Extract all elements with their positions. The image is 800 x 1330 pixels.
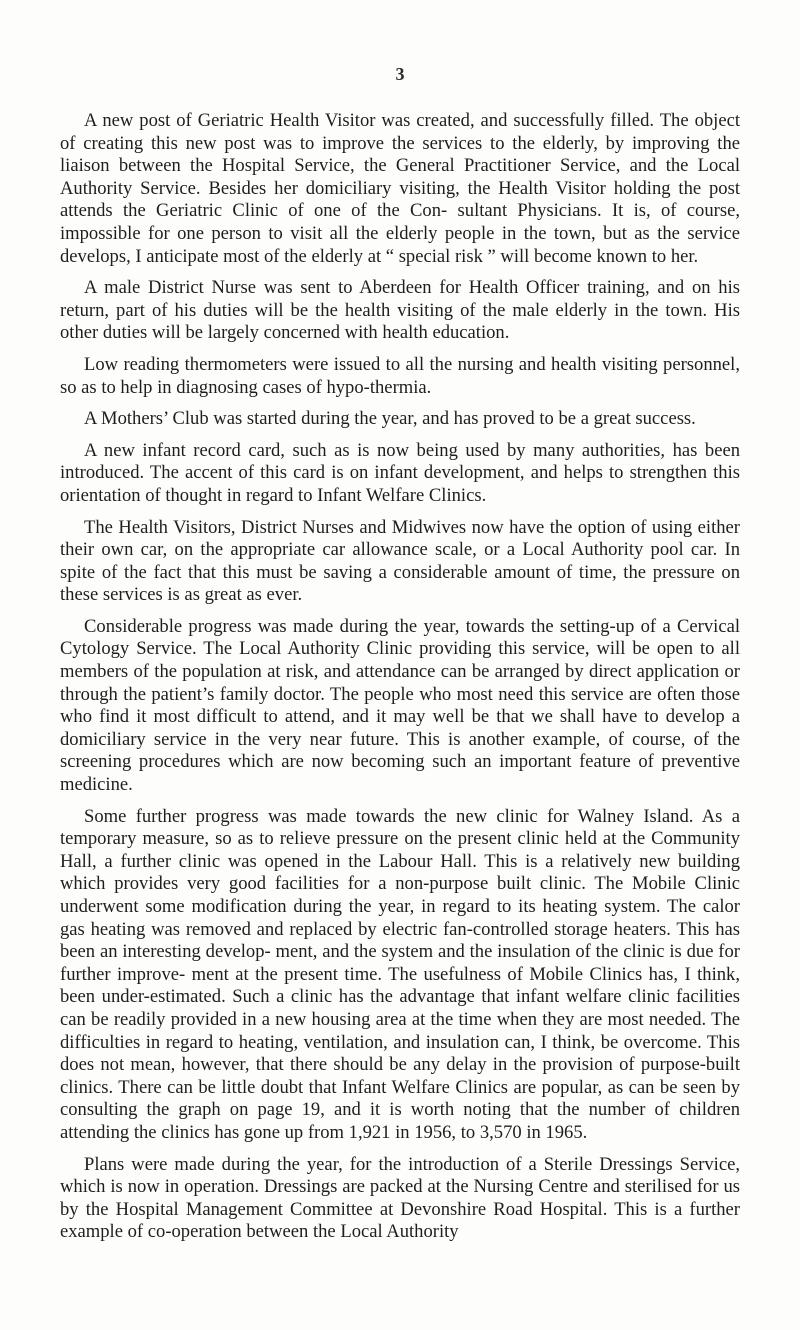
paragraph-low-reading-thermometers: Low reading thermometers were issued to all the nursing and health visiting personnel, so as to help in diagnosing cases of hypo-thermia. xyxy=(60,353,740,398)
body-text xyxy=(60,110,740,1253)
paragraph-infant-record-card: A new infant record card, such as is now being used by many authorities, has been introduced. The accent of this card is on infant development, and helps to strengthen this orientation of thought in regard to Infant Welfare Clinics. xyxy=(60,439,740,506)
paragraph-walney-island-clinic: Some further progress was made towards the new clinic for Walney Island. As a temporary measure, so as to relieve pressure on the present clinic held at the Community Hall, a further clinic was opened in the Labour Hall. This is a relatively new building which provides very good facilities for a non-purpose built clinic. The Mobile Clinic underwent some modification during the year, in regard to its heating system. The calor gas heating was removed and replaced by electric fan-controlled storage heaters. This has been an interesting develop- ment, and the system and the insulation of the clinic is due for further improve- ment at the present time. The usefulness of Mobile Clinics has, I think, been under-estimated. Such a clinic has the advantage that infant welfare clinic facilities can be readily provided in a new housing area at the time when they are most needed. The difficulties in regard to heating, ventilation, and insulation can, I think, be overcome. This does not mean, however, that there should be any delay in the provision of purpose-built clinics. There can be little doubt that Infant Welfare Clinics are popular, as can be seen by consulting the graph on page 19, and it is worth noting that the number of children attending the clinics has gone up from 1,921 in 1956, to 3,570 in 1965. xyxy=(60,805,740,1143)
paragraph-male-district-nurse: A male District Nurse was sent to Aberdeen for Health Officer training, and on his return, part of his duties will be the health visiting of the male elderly in the town. His other duties will be largely concerned with health education. xyxy=(60,277,740,344)
paragraph-mothers-club: A Mothers’ Club was started during the year, and has proved to be a great success. xyxy=(84,408,696,430)
paragraph-cervical-cytology: Considerable progress was made during the year, towards the setting-up of a Cervical Cytology Service. The Local Authority Clinic providing this service, will be open to all members of the population at risk, and attendance can be arranged by direct application or through the patient’s family doctor. The people who most need this service are often those who find it most difficult to attend, and it may well be that we shall have to develop a domiciliary service in the very near future. This is another example, of course, of the screening procedures which are now becoming such an important feature of preventive medicine. xyxy=(60,615,740,796)
paragraph-geriatric-health-visitor: A new post of Geriatric Health Visitor was created, and successfully filled. The object of creating this new post was to improve the services to the elderly, by improving the liaison between the Hospital Service, the General Practitioner Service, and the Local Authority Service. Besides her domiciliary visiting, the Health Visitor holding the post attends the Geriatric Clinic of one of the Con- sultant Physicians. It is, of course, impossible for one person to visit all the elderly people in the town, but as the service develops, I anticipate most of the elderly at “ special risk ” will become known to her. xyxy=(60,110,740,267)
paragraph-sterile-dressings: Plans were made during the year, for the introduction of a Sterile Dressings Service, which is now in operation. Dressings are packed at the Nursing Centre and sterilised for us by the Hospital Management Committee at Devonshire Road Hospital. This is a further example of co-operation between the Local Authority xyxy=(60,1153,740,1243)
paragraph-car-option: The Health Visitors, District Nurses and Midwives now have the option of using either their own car, on the appropriate car allowance scale, or a Local Authority pool car. In spite of the fact that this must be saving a considerable amount of time, the pressure on these services is as great as ever. xyxy=(60,516,740,606)
page-number: 3 xyxy=(395,64,405,84)
